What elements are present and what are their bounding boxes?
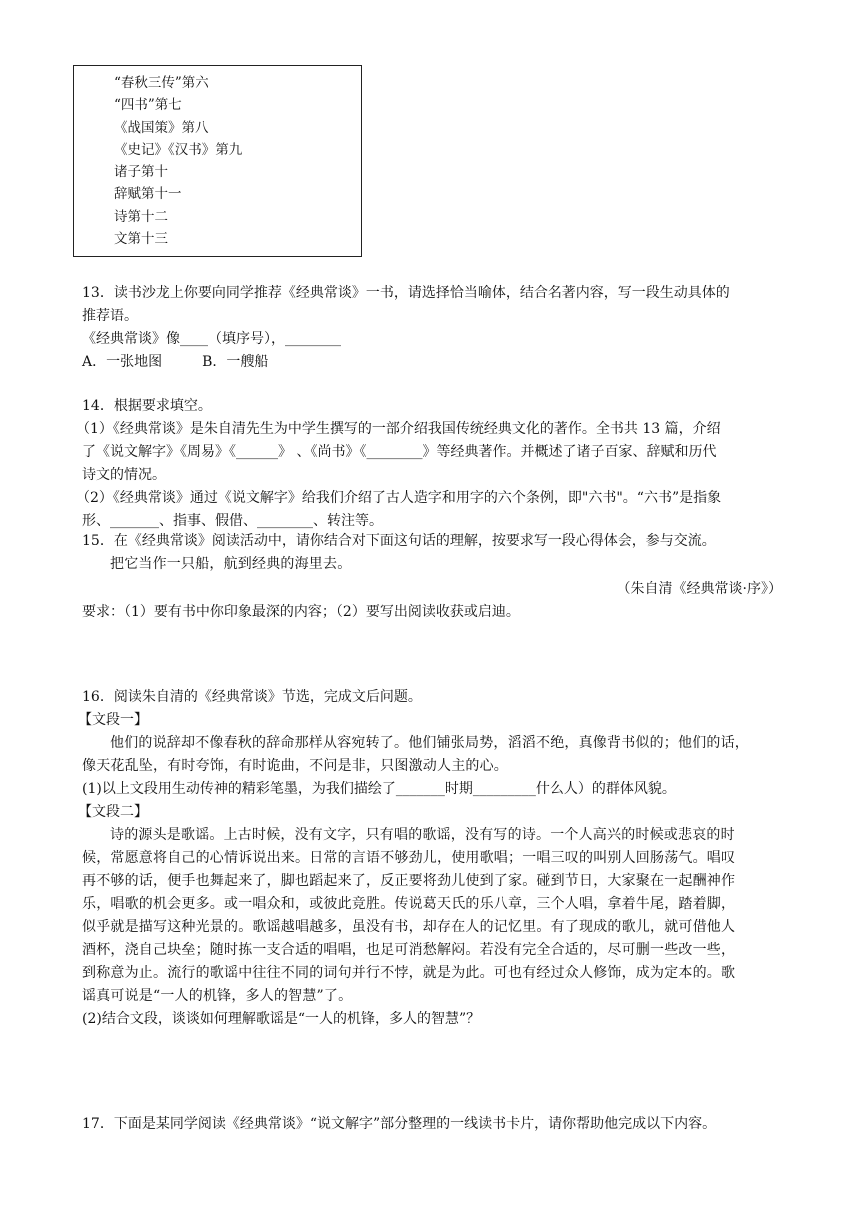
q14-title: 14．根据要求填空。: [82, 398, 212, 414]
section2-line: 酒杯，浇自己块垒；随时拣一支合适的唱唱，也足可消愁解闷。若没有完全合适的，尽可删一些改一些，: [82, 942, 736, 958]
section2-line: 到称意为止。流行的歌谣中往往不同的词句并行不悖，就是为此。可也有经过众人修饰，成为定本的。歌: [82, 965, 736, 981]
q14-part2-line2: 形、_______、指事、假借、________、转注等。: [82, 513, 383, 529]
q16-title: 16．阅读朱自清的《经典常谈》节选，完成文后问题。: [82, 689, 422, 705]
question-15: [82, 530, 782, 624]
section1-question: (1)以上文段用生动传神的精彩笔墨，为我们描绘了_______时期_________什么人）的群体风貌。: [82, 781, 676, 797]
option-a: A．一张地图: [82, 354, 163, 370]
toc-line: “春秋三传”第六: [114, 75, 209, 91]
section2-line: 似乎就是描写这种光景的。歌谣越唱越多，虽没有书，却存在人的记忆里。有了现成的歌儿，就可借他人: [82, 919, 736, 935]
q13-options: [82, 351, 782, 374]
q13-fill-line: 《经典常谈》像____（填序号），________: [82, 331, 341, 347]
section1-label: 【文段一】: [78, 712, 148, 728]
q15-requirement: 要求：（1）要有书中你印象最深的内容；（2）要写出阅读收获或启迪。: [82, 604, 520, 620]
section2-label: 【文段二】: [78, 804, 148, 820]
q15-source: （朱自清《经典常谈·序》）: [616, 581, 782, 597]
toc-line: 《史记》《汉书》第九: [114, 141, 243, 158]
section1-line: 像天花乱坠，有时夸饰，有时诡曲，不问是非，只图激动人主的心。: [82, 758, 508, 774]
q14-part1-line3: 诗文的情况。: [82, 467, 166, 483]
question-14: [76, 395, 782, 533]
section2-line: 谣真可说是“一人的机锋，多人的智慧”了。: [82, 988, 353, 1004]
section2-line: 乐，唱歌的机会更多。或一唱众和，或彼此竞胜。传说葛天氏的乐八章，三个人唱，拿着牛尾，踏着脚，: [82, 896, 736, 912]
q15-prompt: 15．在《经典常谈》阅读活动中，请你结合对下面这句话的理解，按要求写一段心得体会，参与交流。: [82, 533, 716, 549]
question-16: [78, 686, 782, 1031]
q13-prompt-line1: 13．读书沙龙上你要向同学推荐《经典常谈》一书，请选择恰当喻体，结合名著内容，写一段生动具体的: [82, 285, 730, 301]
q15-quote: 把它当作一只船，航到经典的海里去。: [110, 556, 352, 572]
question-13: [82, 282, 782, 374]
toc-line: 文第十三: [114, 231, 168, 248]
section1-line: 他们的说辞却不像春秋的辞命那样从容宛转了。他们铺张局势，滔滔不绝，真像背书似的；他们的话，: [110, 735, 749, 751]
q13-prompt-line2: 推荐语。: [82, 308, 138, 324]
q14-part1-line2: 了《说文解字》《周易》《______》 、《尚书》《________》等经典著作。并概述了诸子百家、辞赋和历代: [82, 444, 717, 460]
section2-question: (2)结合文段，谈谈如何理解歌谣是“一人的机锋，多人的智慧”？: [82, 1011, 481, 1027]
section2-line: 诗的源头是歌谣。上古时候，没有文字，只有唱的歌谣，没有写的诗。一个人高兴的时候或悲哀的时: [110, 827, 735, 843]
section2-line: 候，常愿意将自己的心情诉说出来。日常的言语不够劲儿，使用歌唱；一唱三叹的叫别人回肠荡气。唱叹: [82, 850, 736, 866]
toc-line: 诸子第十: [114, 164, 168, 181]
toc-line: “四书”第七: [114, 97, 182, 114]
toc-line: 诗第十二: [114, 208, 168, 225]
q17-prompt: 17．下面是某同学阅读《经典常谈》“说文解字”部分整理的一线读书卡片，请你帮助他完成以下内容。: [82, 1116, 717, 1132]
q14-part2-line1: （2）《经典常谈》通过《说文解字》给我们介绍了古人造字和用字的六个条例，即"六书"。“六书”是指象: [76, 490, 722, 506]
option-b: B．一艘船: [202, 354, 269, 370]
toc-line: 《战国策》第八: [114, 119, 209, 136]
toc-line: 辞赋第十一: [114, 186, 182, 203]
q14-part1-line1: （1）《经典常谈》是朱自清先生为中学生撰写的一部介绍我国传统经典文化的著作。全书共 13 篇，介绍: [76, 421, 721, 437]
toc-box: [73, 65, 362, 257]
section2-line: 再不够的话，便手也舞起来了，脚也蹈起来了，反正要将劲儿使到了家。碰到节日，大家聚在一起酬神作: [82, 873, 736, 889]
question-17: [82, 1113, 782, 1136]
